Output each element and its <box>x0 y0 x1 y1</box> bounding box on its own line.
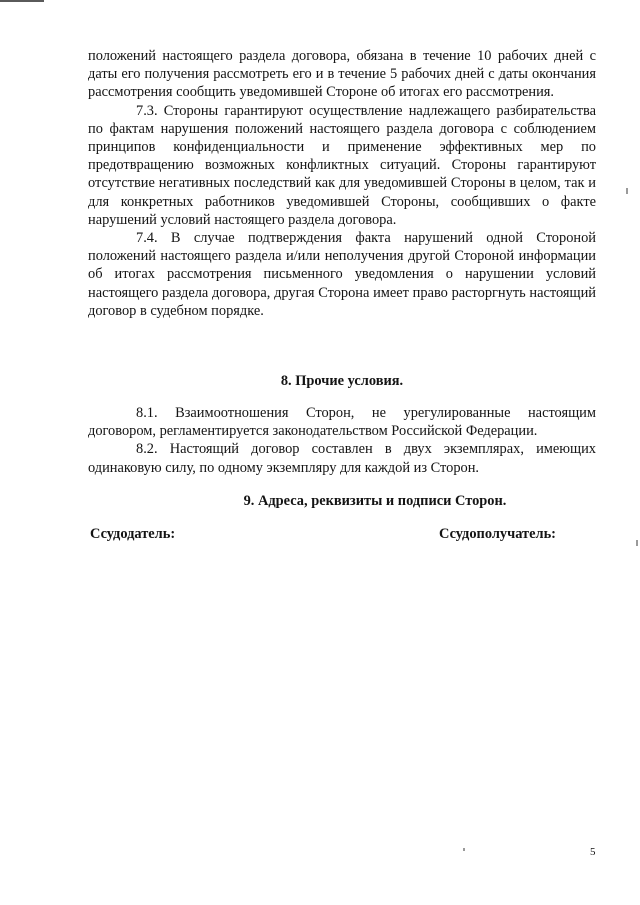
lender-label: Ссудодатель: <box>90 526 176 542</box>
page-number: 5 <box>590 846 596 858</box>
paragraph-8-1: 8.1. Взаимоотношения Сторон, не урегулированные настоящим договором, регламентируется законодательством Российской Федерации. <box>88 405 596 440</box>
scan-mark <box>626 188 628 194</box>
section-8-body <box>88 404 596 477</box>
paragraph-7-3: 7.3. Стороны гарантируют осуществление надлежащего разбирательства по фактам нарушения положений настоящего раздела договора с соблюдением принципов конфиденциальности и применение эффективных мер по предотвращению возможных конфликтных ситуаций. Стороны гарантируют отсутствие негативных последствий как для уведомившей Стороны в целом, так и для конкретных работников уведомившей Стороны, сообщивших о факте нарушений условий настоящего раздела договора. <box>88 102 596 228</box>
section-9-heading: 9. Адреса, реквизиты и подписи Сторон. <box>243 493 507 509</box>
paragraph-7-4: 7.4. В случае подтверждения факта нарушений одной Стороной положений настоящего раздела и/или неполучения другой Стороной информации об итогах рассмотрения письменного уведомления о нарушении условий настоящего раздела договора, другая Сторона имеет право расторгнуть настоящий договор в судебном порядке. <box>88 230 596 319</box>
section-7-continuation <box>88 47 596 320</box>
section-8-heading: 8. Прочие условия. <box>280 373 404 389</box>
scan-mark <box>463 848 465 851</box>
paragraph-8-2: 8.2. Настоящий договор составлен в двух экземплярах, имеющих одинаковую силу, по одному экземпляру для каждой из Сторон. <box>88 441 596 476</box>
paragraph-continuation: положений настоящего раздела договора, обязана в течение 10 рабочих дней с даты его получения рассмотреть его и в течение 5 рабочих дней с даты окончания рассмотрения сообщить уведомившей Стороне об итогах его рассмотрения. <box>88 48 596 101</box>
top-rule <box>0 0 44 2</box>
borrower-label: Ссудополучатель: <box>439 526 556 542</box>
scan-mark <box>636 540 638 546</box>
